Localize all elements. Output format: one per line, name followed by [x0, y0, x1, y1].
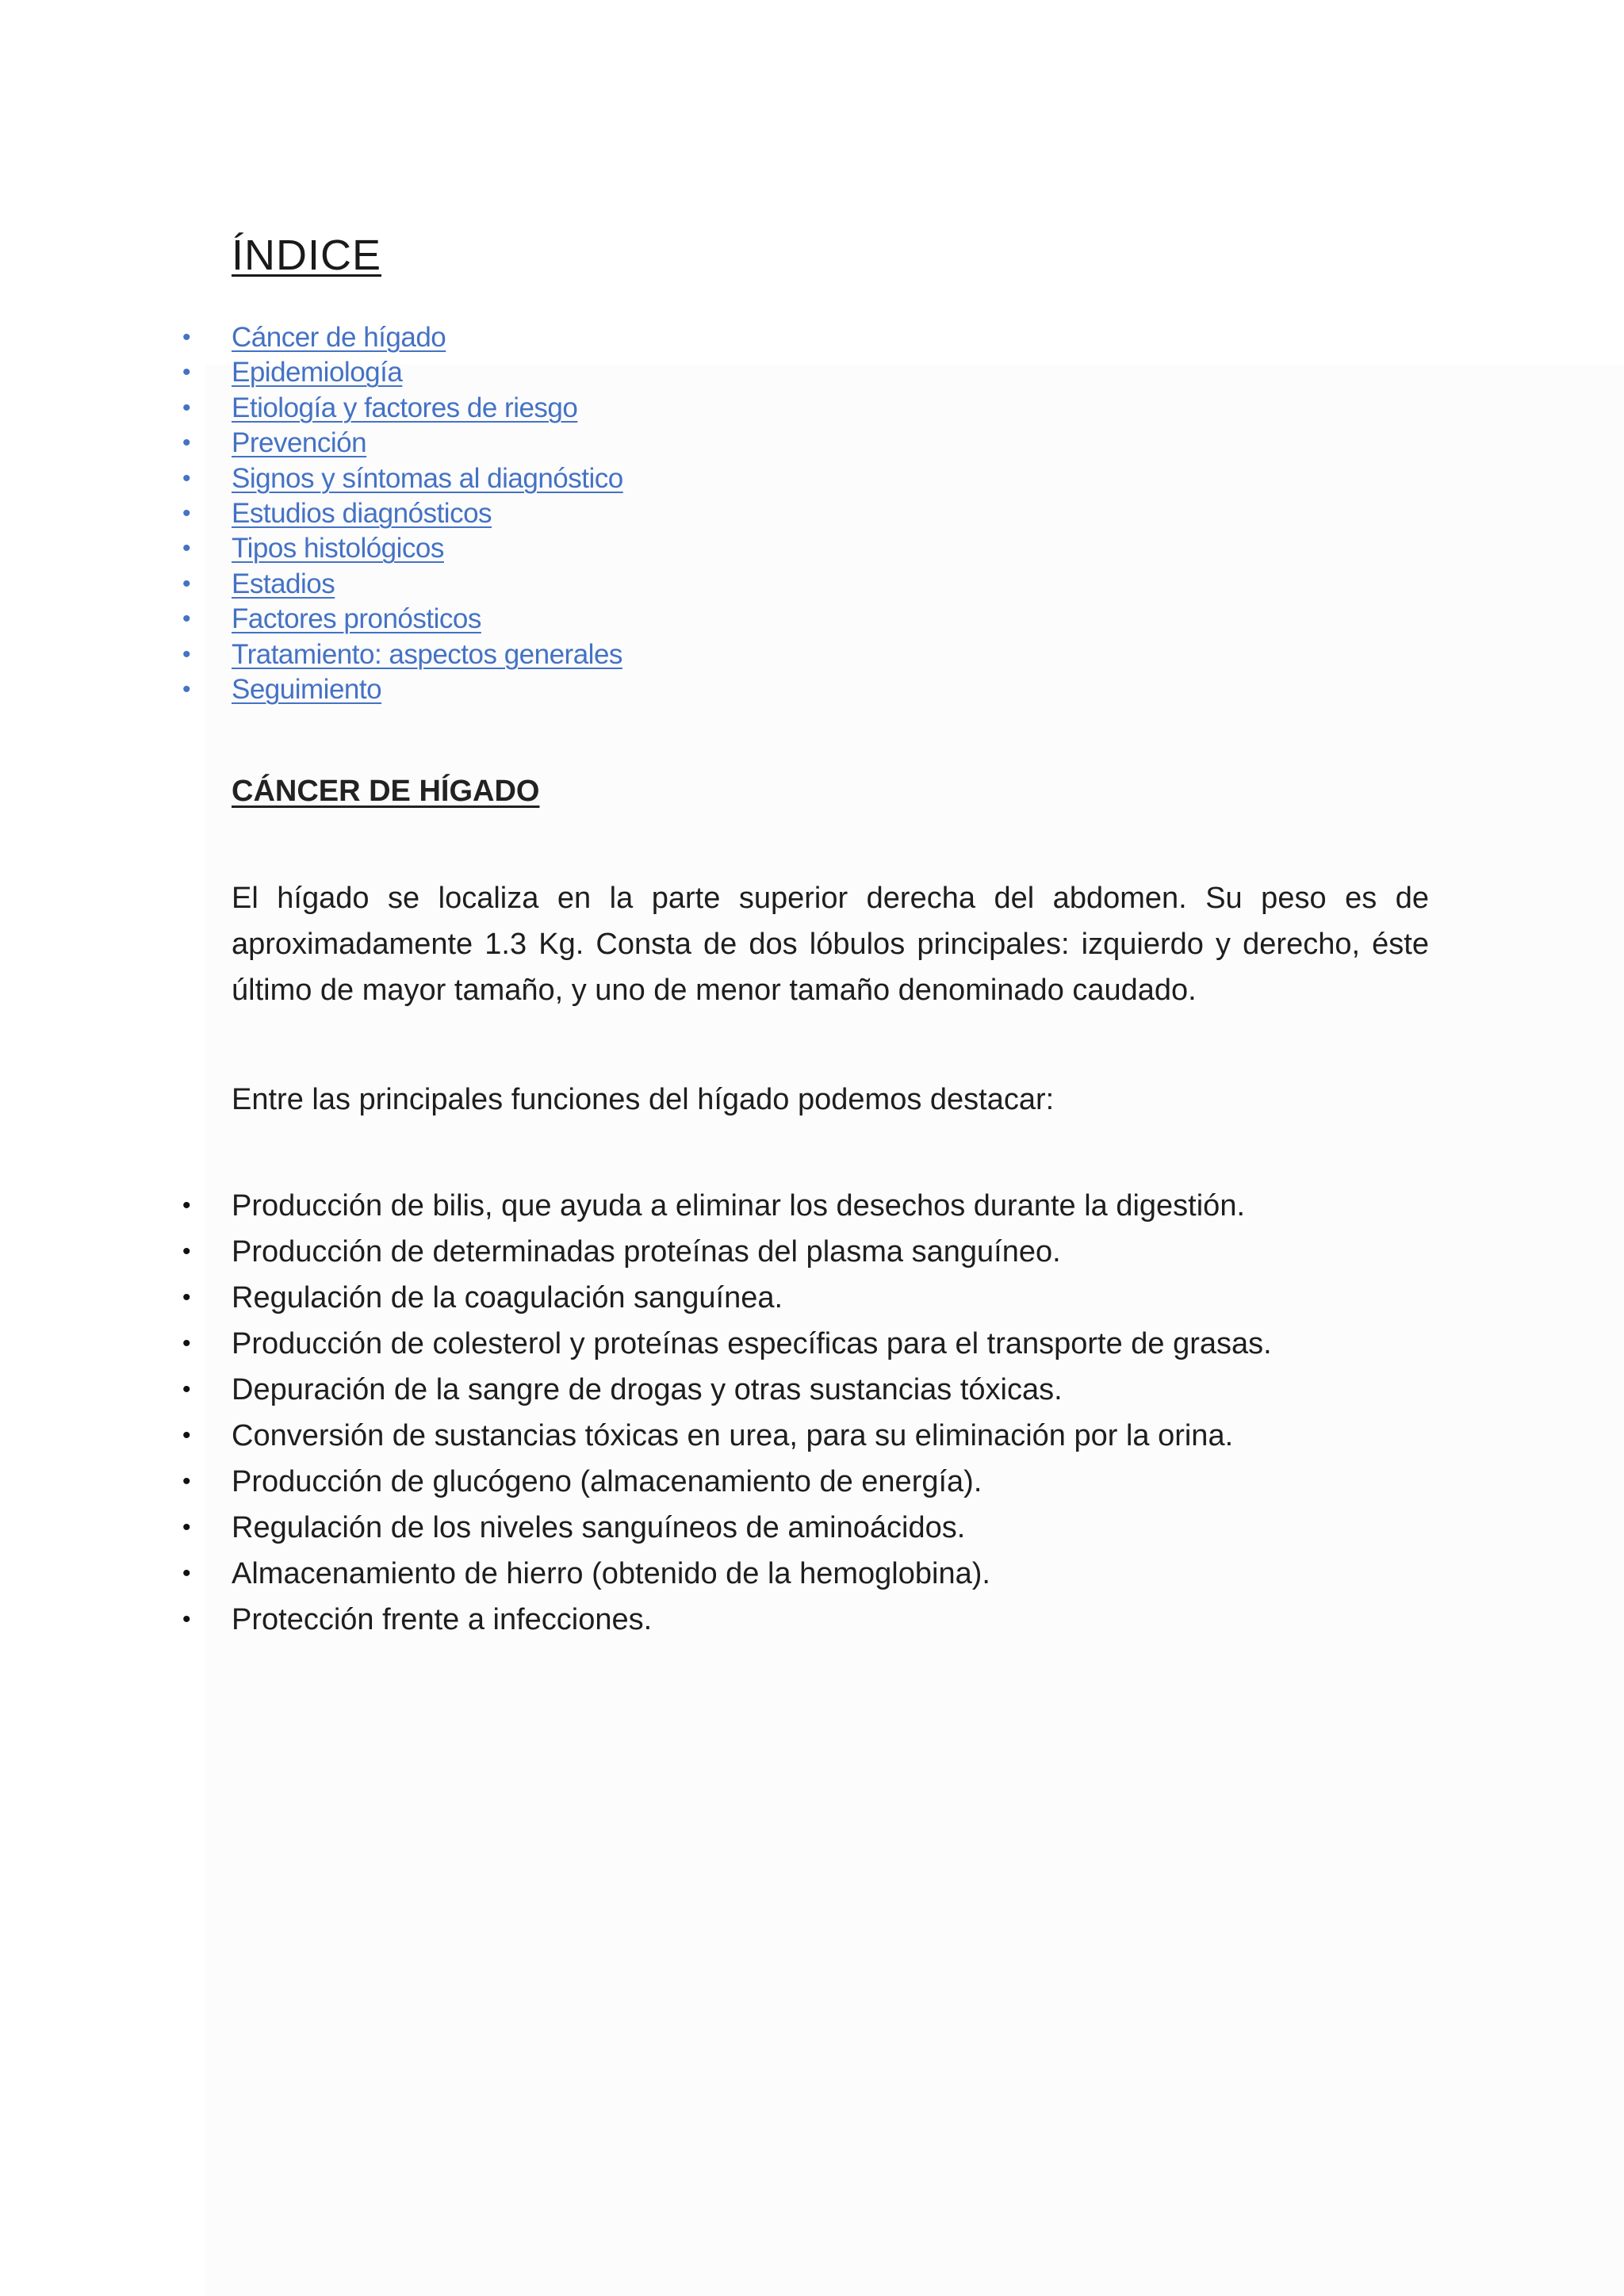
toc-item: [182, 567, 623, 602]
list-item: [182, 1321, 1272, 1367]
bullet-icon: •: [182, 1192, 191, 1219]
list-item: [182, 1229, 1272, 1275]
toc-link-seguimiento[interactable]: Seguimiento: [232, 673, 382, 705]
bullet-icon: •: [182, 1330, 191, 1357]
toc-link-prevencion[interactable]: Prevención: [232, 427, 367, 459]
list-item: [182, 1459, 1272, 1505]
toc-item: [182, 426, 623, 461]
toc-item: [182, 461, 623, 496]
list-item-text: Conversión de sustancias tóxicas en urea, para su eliminación por la orina.: [232, 1419, 1234, 1452]
bullet-icon: •: [182, 1560, 191, 1586]
bullet-icon: •: [182, 499, 191, 526]
toc-link-etiologia[interactable]: Etiología y factores de riesgo: [232, 392, 578, 423]
bullet-icon: •: [182, 324, 191, 350]
list-item: [182, 1183, 1272, 1229]
toc-link-estadios[interactable]: Estadios: [232, 568, 335, 599]
toc-item: [182, 672, 623, 707]
bullet-icon: •: [182, 359, 191, 386]
bullet-icon: •: [182, 641, 191, 668]
toc-item: [182, 355, 623, 390]
toc-link-tratamiento[interactable]: Tratamiento: aspectos generales: [232, 638, 622, 670]
bullet-icon: •: [182, 1238, 191, 1265]
toc-link-epidemiologia[interactable]: Epidemiología: [232, 357, 403, 388]
bullet-icon: •: [182, 465, 191, 492]
liver-functions-list: [182, 1183, 1272, 1643]
toc-link-tipos-histologicos[interactable]: Tipos histológicos: [232, 533, 444, 564]
bullet-icon: •: [182, 1284, 191, 1311]
list-item-text: Producción de colesterol y proteínas específicas para el transporte de grasas.: [232, 1327, 1272, 1360]
bullet-icon: •: [182, 535, 191, 562]
bullet-icon: •: [182, 1514, 191, 1540]
section-title: CÁNCER DE HÍGADO: [232, 775, 540, 808]
list-item-text: Protección frente a infecciones.: [232, 1603, 653, 1636]
list-item-text: Regulación de los niveles sanguíneos de aminoácidos.: [232, 1511, 966, 1544]
bullet-icon: •: [182, 1422, 191, 1448]
bullet-icon: •: [182, 1606, 191, 1632]
list-item-text: Depuración de la sangre de drogas y otras sustancias tóxicas.: [232, 1373, 1063, 1406]
toc-item: [182, 637, 623, 672]
list-item: [182, 1551, 1272, 1597]
functions-intro-paragraph: Entre las principales funciones del hígado podemos destacar:: [232, 1083, 1055, 1116]
list-item-text: Almacenamiento de hierro (obtenido de la hemoglobina).: [232, 1557, 990, 1590]
table-of-contents: [182, 320, 623, 707]
toc-link-signos-sintomas[interactable]: Signos y síntomas al diagnóstico: [232, 462, 623, 494]
toc-item: [182, 320, 623, 355]
list-item-text: Regulación de la coagulación sanguínea.: [232, 1281, 783, 1314]
toc-link-factores-pronosticos[interactable]: Factores pronósticos: [232, 603, 481, 635]
bullet-icon: •: [182, 570, 191, 597]
list-item: [182, 1505, 1272, 1551]
index-title: ÍNDICE: [232, 232, 382, 279]
list-item-text: Producción de glucógeno (almacenamiento de energía).: [232, 1465, 982, 1498]
toc-item: [182, 391, 623, 426]
toc-item: [182, 531, 623, 566]
bullet-icon: •: [182, 606, 191, 633]
toc-item: [182, 496, 623, 531]
list-item: [182, 1413, 1272, 1459]
list-item: [182, 1597, 1272, 1643]
bullet-icon: •: [182, 1468, 191, 1494]
toc-item: [182, 602, 623, 637]
toc-link-cancer-de-higado[interactable]: Cáncer de hígado: [232, 322, 446, 353]
toc-link-estudios-diagnosticos[interactable]: Estudios diagnósticos: [232, 497, 492, 529]
list-item: [182, 1367, 1272, 1413]
list-item-text: Producción de bilis, que ayuda a eliminar los desechos durante la digestión.: [232, 1189, 1246, 1223]
list-item-text: Producción de determinadas proteínas del plasma sanguíneo.: [232, 1235, 1061, 1269]
list-item: [182, 1275, 1272, 1321]
bullet-icon: •: [182, 430, 191, 457]
bullet-icon: •: [182, 394, 191, 421]
bullet-icon: •: [182, 675, 191, 702]
bullet-icon: •: [182, 1376, 191, 1402]
intro-paragraph: El hígado se localiza en la parte superior derecha del abdomen. Su peso es de aproximadamente 1.3 Kg. Consta de dos lóbulos principales: izquierdo y derecho, éste último de mayor tamaño, y uno de menor tamaño denominado caudado.: [232, 882, 1429, 1007]
